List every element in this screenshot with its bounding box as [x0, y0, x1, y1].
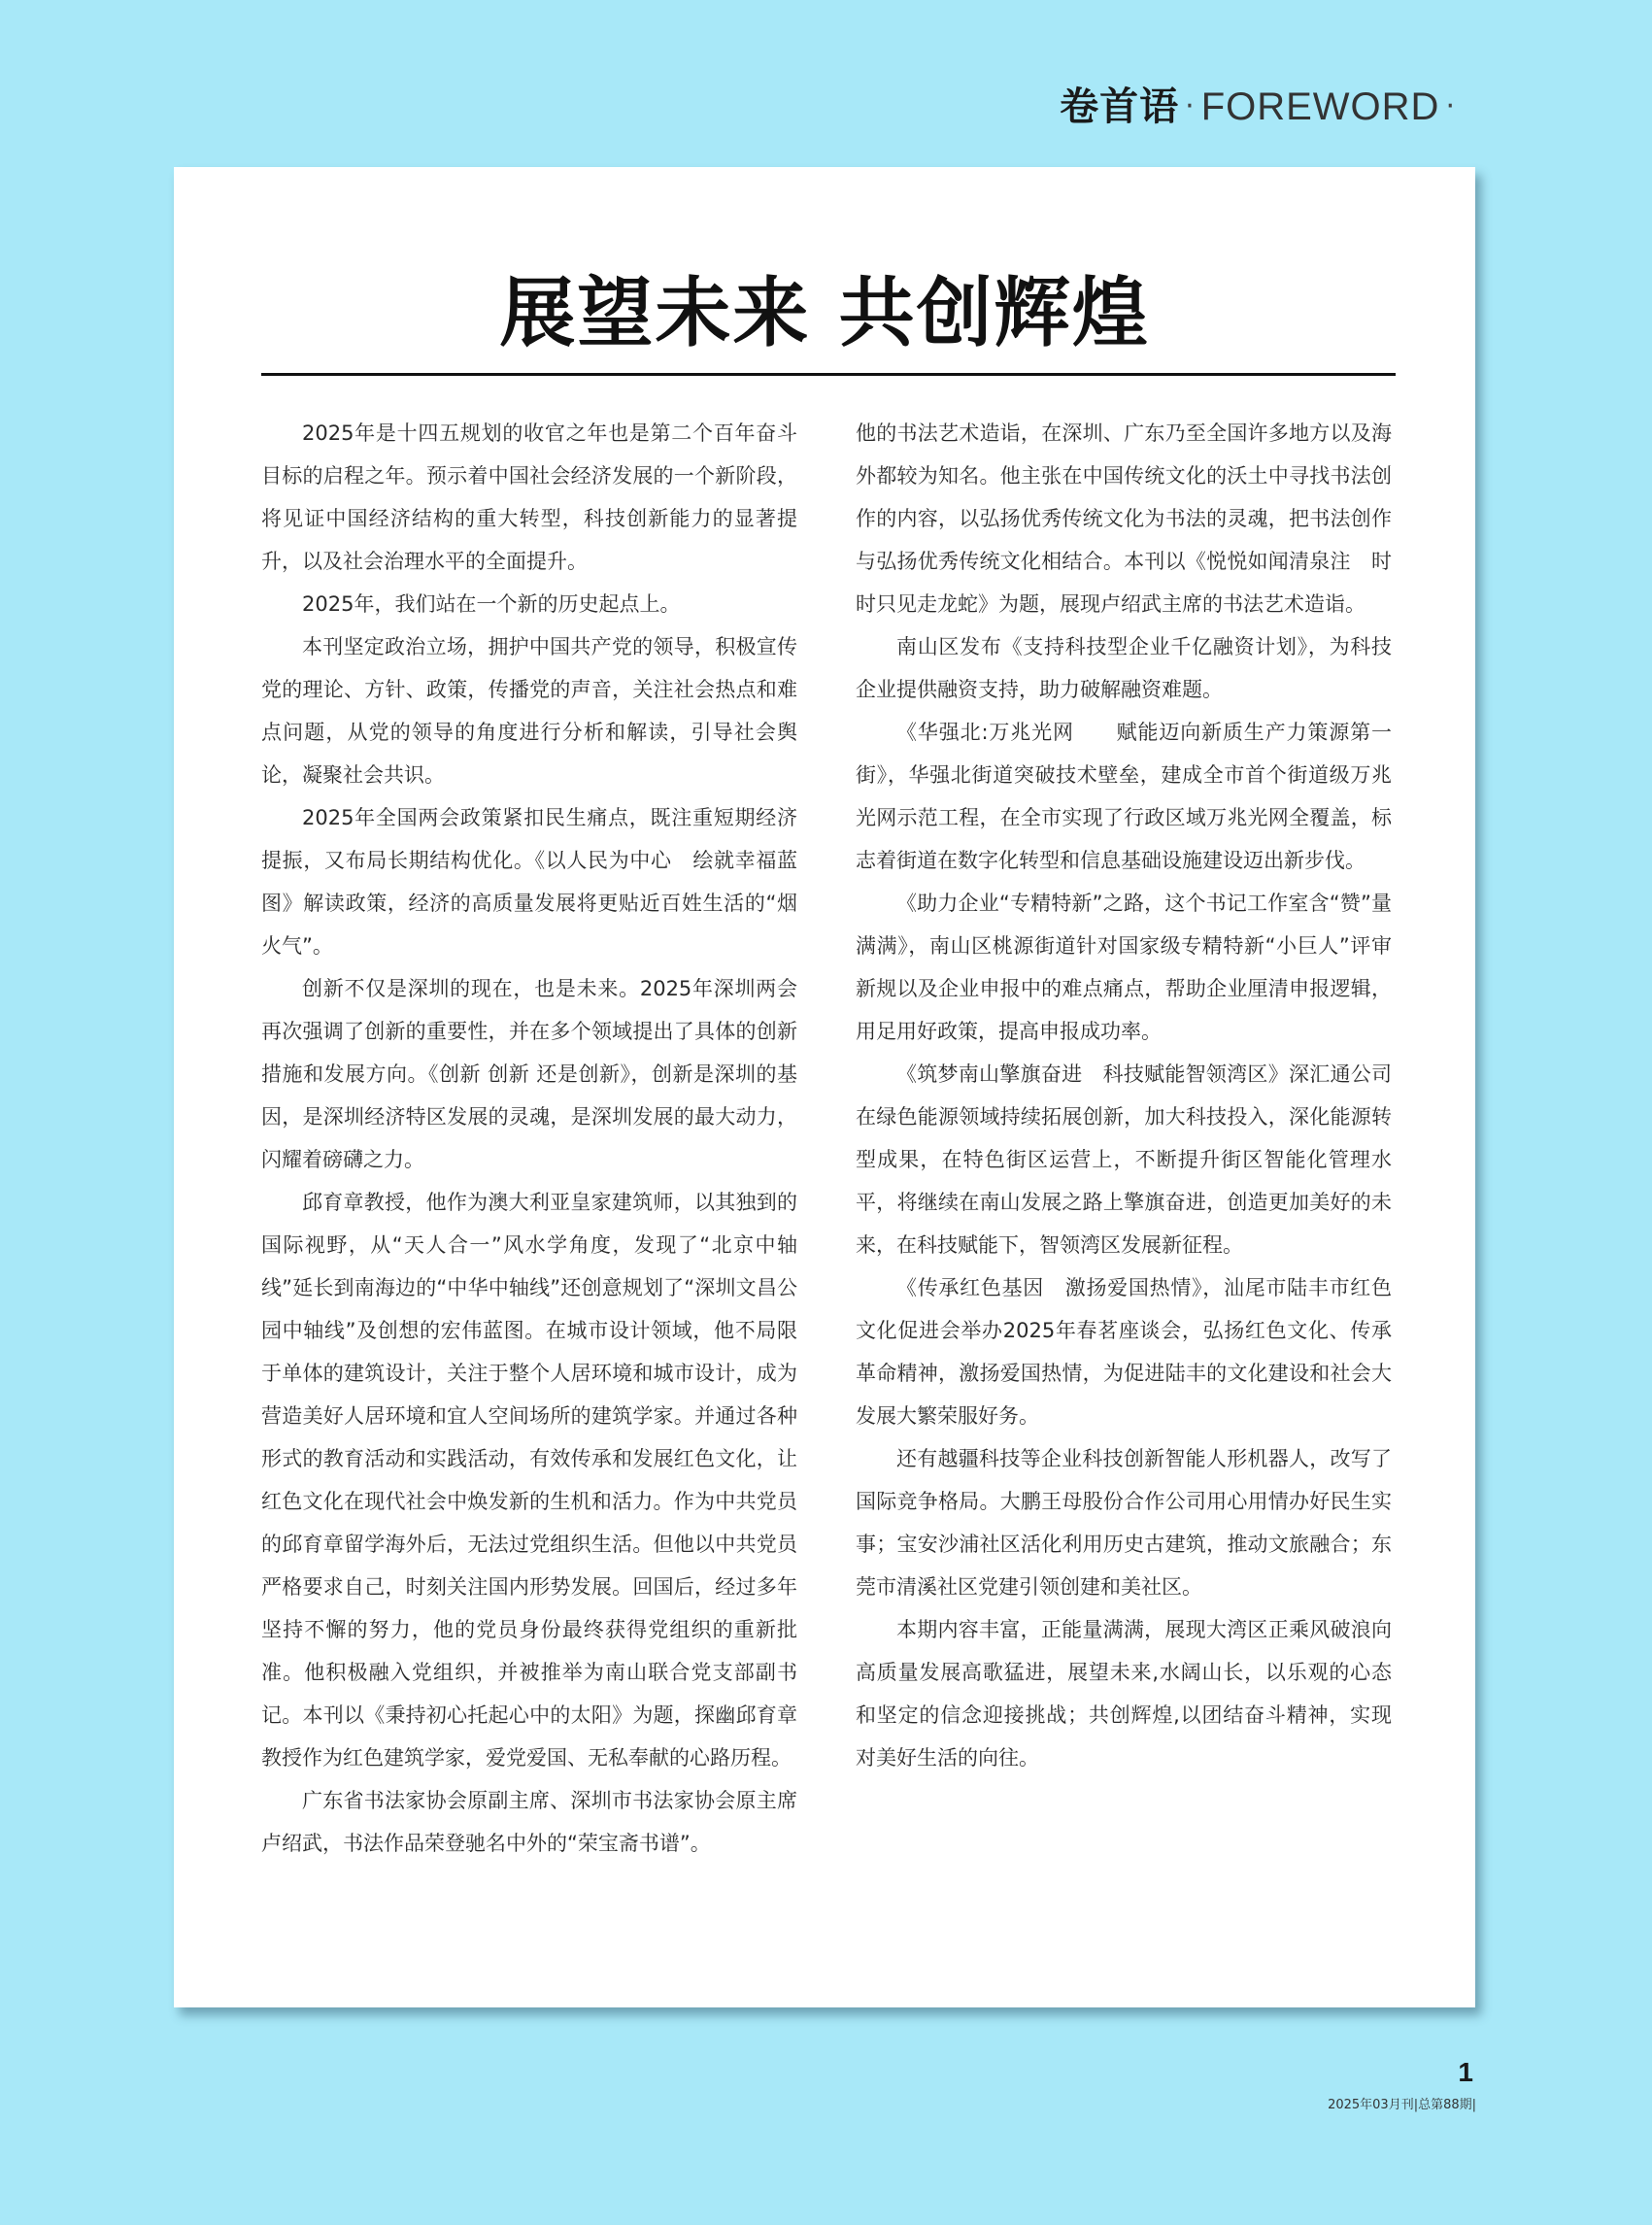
- paragraph: 本期内容丰富，正能量满满，展现大湾区正乘风破浪向高质量发展高歌猛进，展望未来,水阔山长，以乐观的心态和坚定的信念迎接挑战；共创辉煌,以团结奋斗精神，实现对美好生活的向往。: [856, 1618, 1392, 1770]
- page-number: 1: [1458, 2057, 1473, 2087]
- section-title-en: FOREWORD: [1200, 85, 1440, 128]
- paragraph: 南山区发布《支持科技型企业千亿融资计划》，为科技企业提供融资支持，助力破解融资难题。: [856, 635, 1392, 701]
- paragraph: 《传承红色基因 激扬爱国热情》，汕尾市陆丰市红色文化促进会举办2025年春茗座谈会，弘扬红色文化、传承革命精神，激扬爱国热情，为促进陆丰的文化建设和社会大发展大繁荣服好务。: [856, 1276, 1392, 1428]
- paragraph: 2025年是十四五规划的收官之年也是第二个百年奋斗目标的启程之年。预示着中国社会经济发展的一个新阶段，将见证中国经济结构的重大转型，科技创新能力的显著提升，以及社会治理水平的全面提升。: [261, 421, 797, 573]
- article-title: 展望未来 共创辉煌: [499, 269, 1150, 357]
- article-panel: [174, 167, 1475, 2007]
- section-header: [1060, 76, 1462, 131]
- paragraph: 2025年，我们站在一个新的历史起点上。: [302, 592, 681, 616]
- paragraph: 《助力企业“专精特新”之路，这个书记工作室含“赞”量满满》，南山区桃源街道针对国家级专精特新“小巨人”评审新规以及企业申报中的难点痛点，帮助企业厘清申报逻辑，用足用好政策，提高申报成功率。: [856, 892, 1392, 1043]
- paragraph: 邱育章教授，他作为澳大利亚皇家建筑师，以其独到的国际视野，从“天人合一”风水学角度，发现了“北京中轴线”延长到南海边的“中华中轴线”还创意规划了“深圳文昌公园中轴线”及创想的宏伟蓝图。在城市设计领域，他不局限于单体的建筑设计，关注于整个人居环境和城市设计，成为营造美好人居环境和宜人空间场所的建筑学家。并通过各种形式的教育活动和实践活动，有效传承和发展红色文化，让红色文化在现代社会中焕发新的生机和活力。作为中共党员的邱育章留学海外后，无法过党组织生活。但他以中共党员严格要求自己，时刻关注国内形势发展。回国后，经过多年坚持不懈的努力，他的党员身份最终获得党组织的重新批准。他积极融入党组织，并被推举为南山联合党支部副书记。本刊以《秉持初心托起心中的太阳》为题，探幽邱育章教授作为红色建筑学家，爱党爱国、无私奉献的心路历程。: [261, 1191, 797, 1770]
- paragraph: 《华强北:万兆光网 赋能迈向新质生产力策源第一街》，华强北街道突破技术壁垒，建成全市首个街道级万兆光网示范工程，在全市实现了行政区域万兆光网全覆盖，标志着街道在数字化转型和信息基础设施建设迈出新步伐。: [856, 721, 1392, 872]
- paragraph: 2025年全国两会政策紧扣民生痛点，既注重短期经济提振，又布局长期结构优化。《以人民为中心 绘就幸福蓝图》解读政策，经济的高质量发展将更贴近百姓生活的“烟火气”。: [261, 806, 797, 958]
- paragraph: 还有越疆科技等企业科技创新智能人形机器人，改写了国际竞争格局。大鹏王母股份合作公司用心用情办好民生实事；宝安沙浦社区活化利用历史古建筑，推动文旅融合；东莞市清溪社区党建引领创建和美社区。: [856, 1447, 1392, 1599]
- paragraph: 广东省书法家协会原副主席、深圳市书法家协会原主席卢绍武，书法作品荣登驰名中外的“荣宝斋书谱”。: [261, 1789, 797, 1855]
- article-column-left: [261, 412, 797, 1865]
- title-divider: [261, 373, 1396, 376]
- issue-info: 2025年03月刊|总第88期|: [1328, 2098, 1476, 2112]
- paragraph: 创新不仅是深圳的现在，也是未来。2025年深圳两会再次强调了创新的重要性，并在多个领域提出了具体的创新措施和发展方向。《创新 创新 还是创新》，创新是深圳的基因，是深圳经济特区发展的灵魂，是深圳发展的最大动力，闪耀着磅礴之力。: [261, 977, 797, 1171]
- header-separator-dot: ·: [1185, 89, 1196, 123]
- paragraph: 本刊坚定政治立场，拥护中国共产党的领导，积极宣传党的理论、方针、政策，传播党的声音，关注社会热点和难点问题，从党的领导的角度进行分析和解读，引导社会舆论，凝聚社会共识。: [261, 635, 797, 787]
- paragraph-continuation: 他的书法艺术造诣，在深圳、广东乃至全国许多地方以及海外都较为知名。他主张在中国传统文化的沃土中寻找书法创作的内容，以弘扬优秀传统文化为书法的灵魂，把书法创作与弘扬优秀传统文化相结合。本刊以《悦悦如闻清泉注 时时只见走龙蛇》为题，展现卢绍武主席的书法艺术造诣。: [856, 421, 1392, 616]
- section-title-zh: 卷首语: [1060, 84, 1180, 129]
- paragraph: 《筑梦南山擎旗奋进 科技赋能智领湾区》深汇通公司在绿色能源领域持续拓展创新，加大科技投入，深化能源转型成果，在特色街区运营上，不断提升街区智能化管理水平，将继续在南山发展之路上擎旗奋进，创造更加美好的未来，在科技赋能下，智领湾区发展新征程。: [856, 1062, 1392, 1257]
- header-separator-dot: ·: [1445, 89, 1456, 123]
- article-column-right: [856, 412, 1392, 1779]
